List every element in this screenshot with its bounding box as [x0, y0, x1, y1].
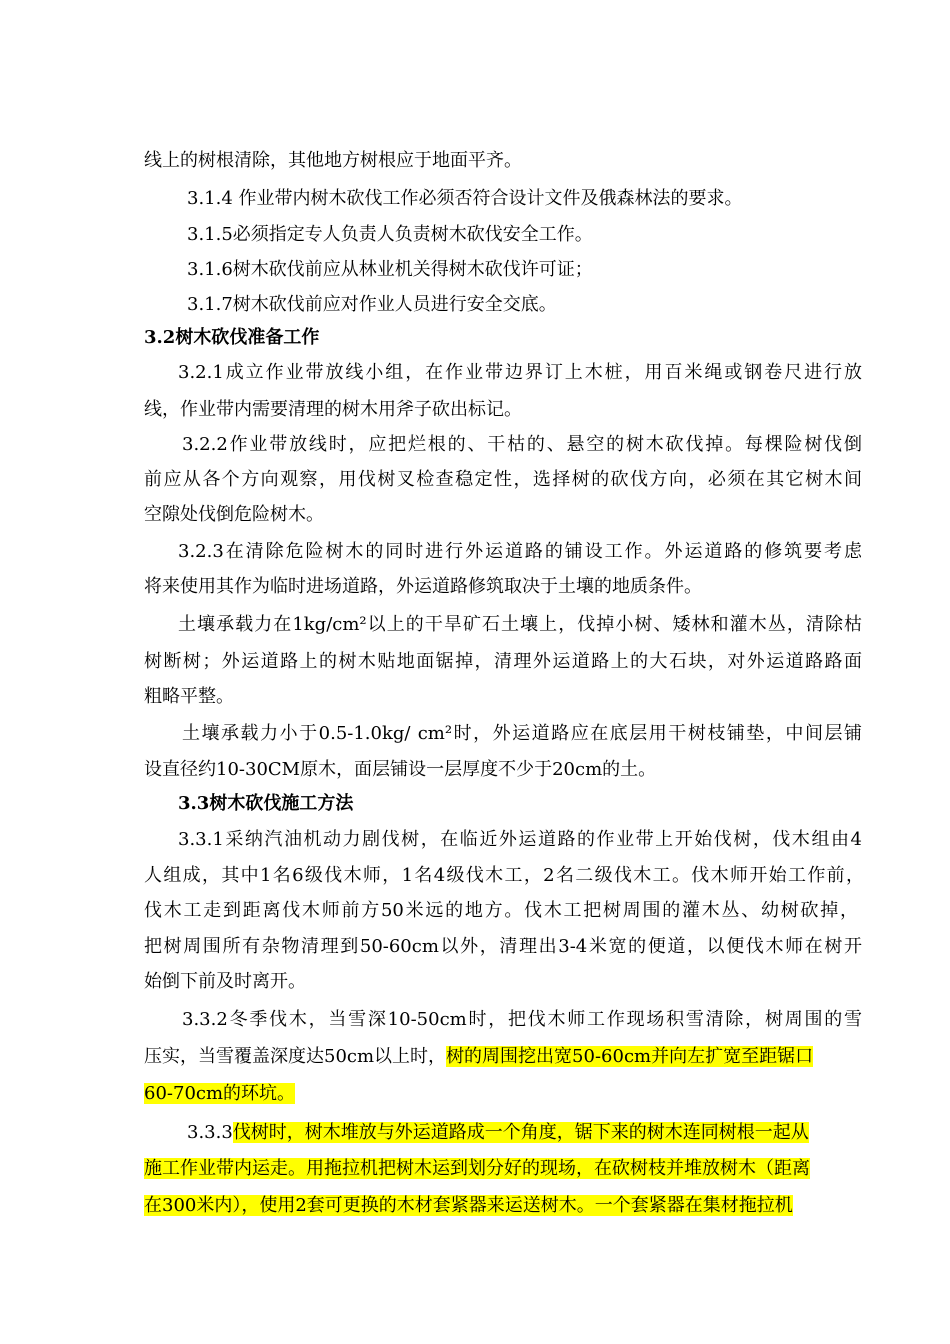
- paragraph-line: 3.3.2冬季伐木，当雪深10-50cm时，把伐木师工作现场积雪清除，树周围的雪: [182, 1009, 862, 1030]
- paragraph-line: 线，作业带内需要清理的树木用斧子砍出标记。: [144, 399, 522, 420]
- paragraph-line: [144, 1042, 864, 1072]
- paragraph-line: 3.2.2作业带放线时，应把烂根的、干枯的、悬空的树木砍伐掉。每棵险树伐倒: [182, 434, 862, 455]
- paragraph-line: 伐木工走到距离伐木师前方50米远的地方。伐木工把树周围的灌木丛、幼树砍掉，: [144, 900, 858, 921]
- paragraph-line: 粗略平整。: [144, 686, 234, 707]
- paragraph-line: 把树周围所有杂物清理到50-60cm以外，清理出3-4米宽的便道，以便伐木师在树开: [144, 936, 862, 957]
- paragraph-3-1-4: 3.1.4 作业带内树木砍伐工作必须否符合设计文件及俄森林法的要求。: [187, 188, 743, 209]
- highlighted-text: 伐树时，树木堆放与外运道路成一个角度，锯下来的树木连同树根一起从: [232, 1122, 809, 1143]
- paragraph-line: [144, 1154, 864, 1184]
- paragraph-3-1-7: 3.1.7树木砍伐前应对作业人员进行安全交底。: [187, 294, 557, 315]
- highlighted-text: 树的周围挖出宽50-60cm并向左扩宽至距锯口: [446, 1046, 814, 1067]
- section-heading-3-2: 3.2树木砍伐准备工作: [144, 327, 320, 348]
- paragraph-line: 线上的树根清除，其他地方树根应于地面平齐。: [144, 150, 522, 171]
- paragraph-line: 设直径约10-30CM原木，面层铺设一层厚度不少于20cm的土。: [144, 759, 657, 780]
- plain-text: 压实，当雪覆盖深度达50cm以上时，: [144, 1046, 447, 1067]
- paragraph-line: 3.3.1采纳汽油机动力剧伐树，在临近外运道路的作业带上开始伐树，伐木组由4: [178, 829, 862, 850]
- paragraph-3-1-6: 3.1.6树木砍伐前应从林业机关得树木砍伐许可证；: [187, 259, 593, 280]
- paragraph-line: 人组成，其中1名6级伐木师，1名4级伐木工，2名二级伐木工。伐木师开始工作前，: [144, 865, 864, 886]
- paragraph-3-1-5: 3.1.5必须指定专人负责人负责树木砍伐安全工作。: [187, 224, 593, 245]
- highlighted-text: 施工作业带内运走。用拖拉机把树木运到划分好的现场，在砍树枝并堆放树木（距离: [144, 1158, 810, 1179]
- paragraph-line: 土壤承载力小于0.5-1.0kg/ cm²时，外运道路应在底层用干树枝铺垫，中间层铺: [182, 723, 862, 744]
- paragraph-line: [187, 1118, 907, 1148]
- highlighted-text: 在300米内），使用2套可更换的木材套紧器来运送树木。一个套紧器在集材拖拉机: [144, 1195, 793, 1216]
- paragraph-line: 树断树；外运道路上的树木贴地面锯掉，清理外运道路上的大石块，对外运道路路面: [144, 651, 862, 672]
- paragraph-line: 土壤承载力在1kg/cm²以上的干旱矿石土壤上，伐掉小树、矮林和灌木丛，清除枯: [178, 614, 862, 635]
- paragraph-line: [144, 1079, 864, 1109]
- paragraph-line: 3.2.3在清除危险树木的同时进行外运道路的铺设工作。外运道路的修筑要考虑: [178, 541, 862, 562]
- paragraph-line: 始倒下前及时离开。: [144, 971, 306, 992]
- paragraph-line: 前应从各个方向观察，用伐树叉检查稳定性，选择树的砍伐方向，必须在其它树木间: [144, 469, 862, 490]
- highlighted-text: 60-70cm的环坑。: [144, 1083, 296, 1104]
- paragraph-line: 3.2.1成立作业带放线小组，在作业带边界订上木桩，用百米绳或钢卷尺进行放: [178, 362, 862, 383]
- paragraph-line: 将来使用其作为临时进场道路，外运道路修筑取决于土壤的地质条件。: [144, 576, 702, 597]
- paragraph-line: 空隙处伐倒危险树木。: [144, 504, 324, 525]
- paragraph-line: [144, 1191, 864, 1221]
- section-heading-3-3: 3.3树木砍伐施工方法: [178, 793, 354, 814]
- plain-text: 3.3.3: [187, 1122, 233, 1143]
